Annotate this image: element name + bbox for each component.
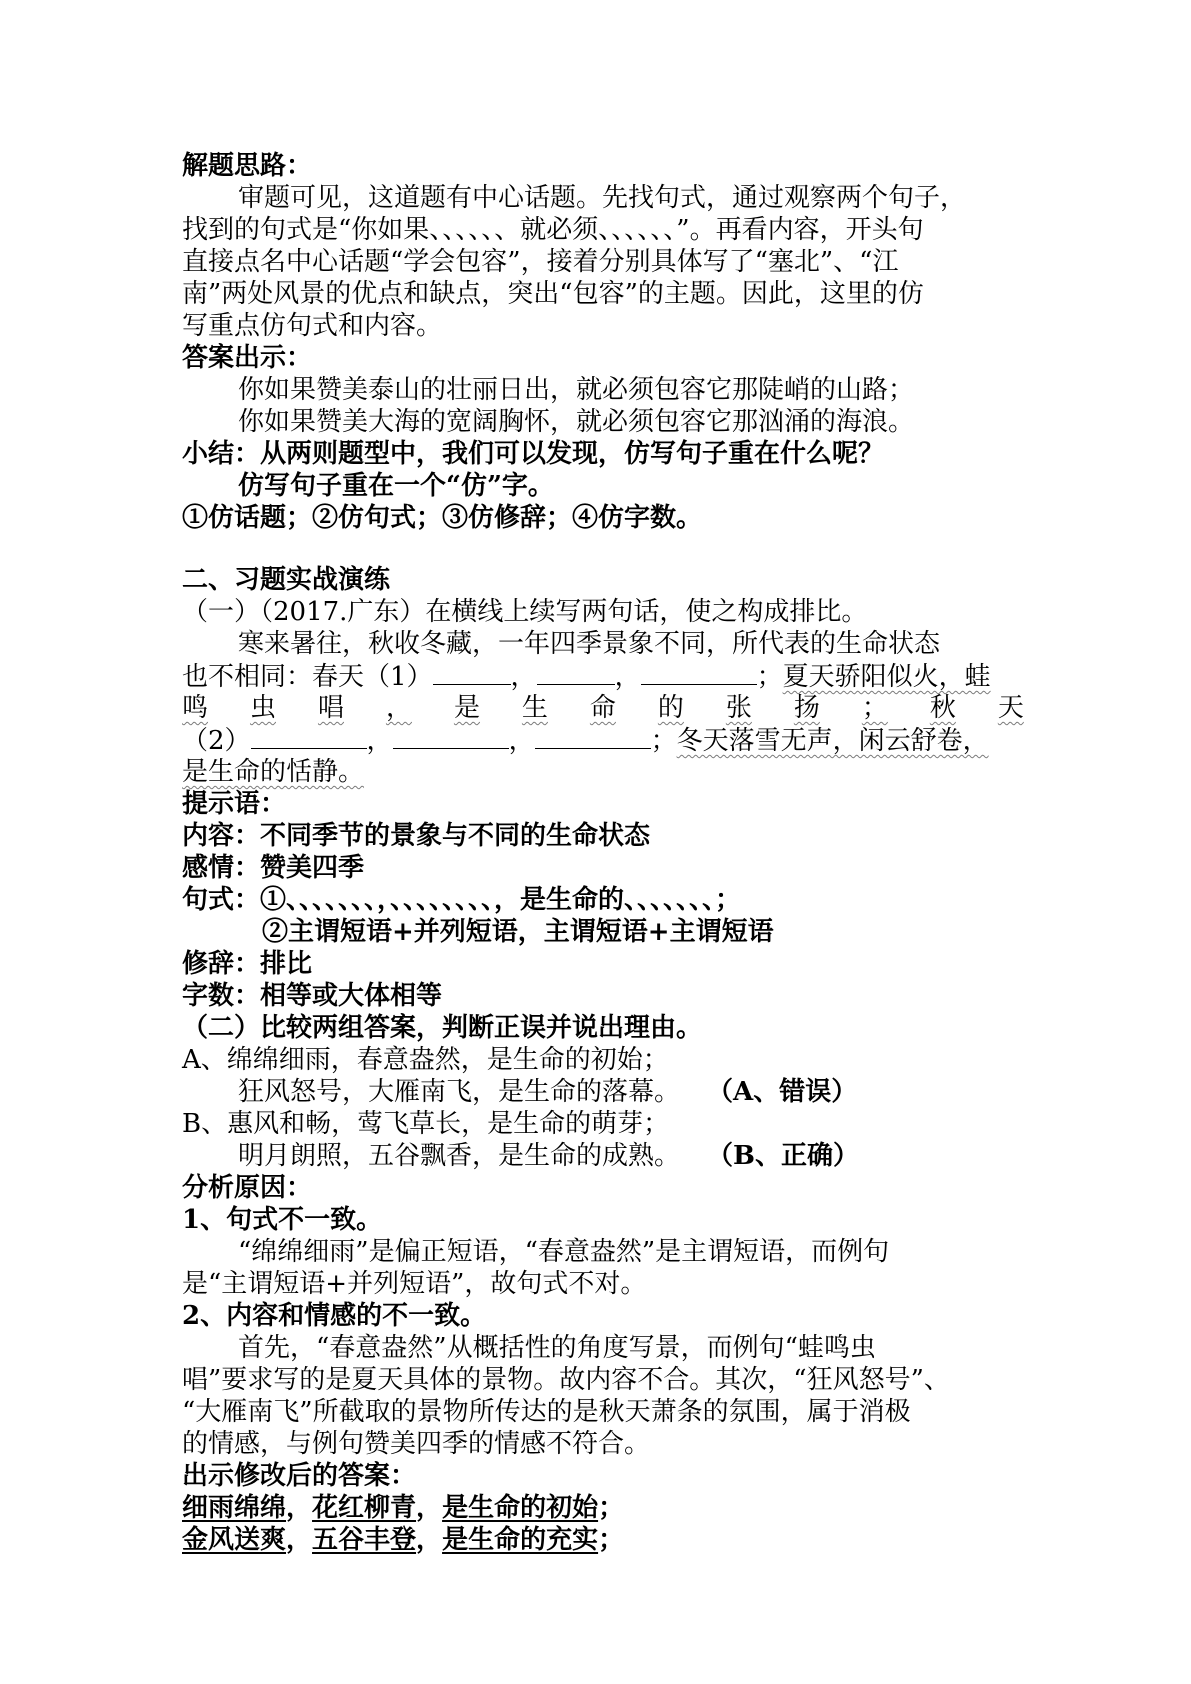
char: 的	[657, 693, 684, 723]
comma: ，	[614, 662, 641, 692]
summary-line: ①仿话题；②仿句式；③仿修辞；④仿字数。	[182, 503, 703, 533]
section-heading-compare: （二）比较两组答案，判断正误并说出理由。	[182, 1013, 703, 1043]
underlined-phrase: 是生命的初始	[442, 1493, 599, 1523]
hint-rhetoric: 修辞：排比	[182, 949, 313, 979]
paragraph-line: 是“主谓短语+并列短语”，故句式不对。	[182, 1269, 647, 1299]
underlined-phrase: 花红柳青	[312, 1493, 417, 1523]
verdict-wrong: （A、错误）	[720, 1077, 858, 1107]
revised-answer-line	[182, 1524, 624, 1556]
fill-prefix: （2）	[182, 726, 251, 756]
reason-heading: 2、内容和情感的不一致。	[182, 1301, 487, 1331]
section-heading-thinking: 解题思路：	[182, 151, 313, 181]
char: 唱	[317, 693, 344, 723]
char: 命	[589, 693, 616, 723]
fill-line-1	[182, 660, 991, 693]
option-text: 明月朗照，五谷飘香，是生命的成熟。	[238, 1141, 681, 1171]
section-heading-practice: 二、习题实战演练	[182, 565, 391, 595]
section-heading-hints: 提示语：	[182, 789, 287, 819]
paragraph-line: 找到的句式是“你如果、、、、、、就必须、、、、、、”。再看内容，开头句	[182, 215, 924, 245]
section-heading-revised: 出示修改后的答案：	[182, 1461, 417, 1491]
paragraph-line: 写重点仿句式和内容。	[182, 311, 443, 341]
blank-field[interactable]	[537, 660, 615, 685]
paragraph-line: 寒来暑往，秋收冬藏，一年四季景象不同，所代表的生命状态	[238, 629, 941, 659]
semicolon: ；	[598, 1493, 625, 1523]
fill-prefix: 也不相同：春天（1）	[182, 662, 433, 692]
char: 生	[521, 693, 548, 723]
blank-field[interactable]	[641, 660, 757, 685]
comma: ，	[366, 726, 393, 756]
blank-field[interactable]	[251, 724, 367, 749]
summary-line: 小结：从两则题型中，我们可以发现，仿写句子重在什么呢？	[182, 439, 885, 469]
option-b-line: B、惠风和畅，莺飞草长，是生命的萌芽；	[182, 1109, 670, 1139]
option-a-line	[238, 1076, 857, 1108]
paragraph-line: 唱”要求写的是夏天具体的景物。故内容不合。其次，“狂风怒号”、	[182, 1365, 950, 1395]
hint-pattern: 句式：①、、、、、、、，、、、、、、、、，是生命的、、、、、、、；	[182, 885, 742, 915]
reason-heading: 1、句式不一致。	[182, 1205, 383, 1235]
option-b-line	[238, 1140, 859, 1172]
comma: ，	[510, 662, 537, 692]
paragraph-line: 直接点名中心话题“学会包容”，接着分别具体写了“塞北”、“江	[182, 247, 899, 277]
char: 天	[997, 693, 1024, 723]
option-a-line: A、绵绵细雨，春意盎然，是生命的初始；	[182, 1045, 669, 1075]
answer-line: 你如果赞美大海的宽阔胸怀，就必须包容它那汹涌的海浪。	[238, 407, 915, 437]
question-line: （一）（2017.广东）在横线上续写两句话，使之构成排比。	[182, 597, 868, 627]
hint-content: 内容：不同季节的景象与不同的生命状态	[182, 821, 651, 851]
paragraph-line: “大雁南飞”所截取的景物所传达的是秋天萧条的氛围，属于消极	[182, 1397, 911, 1427]
wavy-underlined-text: 夏天骄阳似火，蛙	[782, 662, 991, 692]
paragraph-line: 南”两处风景的优点和缺点，突出“包容”的主题。因此，这里的仿	[182, 279, 924, 309]
comma: ，	[508, 726, 535, 756]
answer-line: 你如果赞美泰山的壮丽日出，就必须包容它那陡峭的山路；	[238, 375, 915, 405]
fill-line-2	[182, 724, 989, 757]
paragraph-line: 的情感，与例句赞美四季的情感不符合。	[182, 1429, 651, 1459]
char: 虫	[249, 693, 276, 723]
semicolon: ；	[650, 726, 677, 756]
char: 秋	[929, 693, 956, 723]
char: ，	[385, 693, 412, 723]
paragraph-line: “绵绵细雨”是偏正短语，“春意盎然”是主谓短语，而例句	[238, 1237, 890, 1267]
underlined-phrase: 五谷丰登	[312, 1525, 417, 1555]
char: ；	[861, 693, 888, 723]
char: 张	[725, 693, 752, 723]
hint-pattern: ②主谓短语+并列短语，主谓短语+主谓短语	[262, 917, 774, 947]
underlined-phrase: 金风送爽	[182, 1525, 287, 1555]
spaced-line	[182, 692, 1024, 724]
char: 扬	[793, 693, 820, 723]
section-heading-analysis: 分析原因：	[182, 1173, 313, 1203]
blank-field[interactable]	[393, 724, 509, 749]
semicolon: ；	[756, 662, 783, 692]
comma: ，	[286, 1493, 313, 1523]
underlined-phrase: 是生命的充实	[442, 1525, 599, 1555]
underlined-phrase: 细雨绵绵	[182, 1493, 287, 1523]
section-heading-answer: 答案出示：	[182, 343, 313, 373]
hint-count: 字数：相等或大体相等	[182, 981, 443, 1011]
hint-emotion: 感情：赞美四季	[182, 853, 365, 883]
paragraph-line: 审题可见，这道题有中心话题。先找句式，通过观察两个句子，	[238, 183, 967, 213]
wavy-underlined-text: 是生命的恬静。	[182, 757, 365, 787]
wavy-underlined-text: 冬天落雪无声，闲云舒卷，	[676, 726, 989, 756]
verdict-correct: （B、正确）	[720, 1141, 859, 1171]
semicolon: ；	[598, 1525, 625, 1555]
blank-field[interactable]	[433, 660, 511, 685]
option-text: 狂风怒号，大雁南飞，是生命的落幕。	[238, 1077, 681, 1107]
blank-field[interactable]	[535, 724, 651, 749]
comma: ，	[286, 1525, 313, 1555]
char: 是	[453, 693, 480, 723]
char: 鸣	[182, 693, 209, 723]
revised-answer-line	[182, 1492, 624, 1524]
paragraph-line: 首先，“春意盎然”从概括性的角度写景，而例句“蛙鸣虫	[238, 1333, 876, 1363]
comma: ，	[416, 1493, 443, 1523]
comma: ，	[416, 1525, 443, 1555]
summary-line: 仿写句子重在一个“仿”字。	[238, 471, 554, 501]
